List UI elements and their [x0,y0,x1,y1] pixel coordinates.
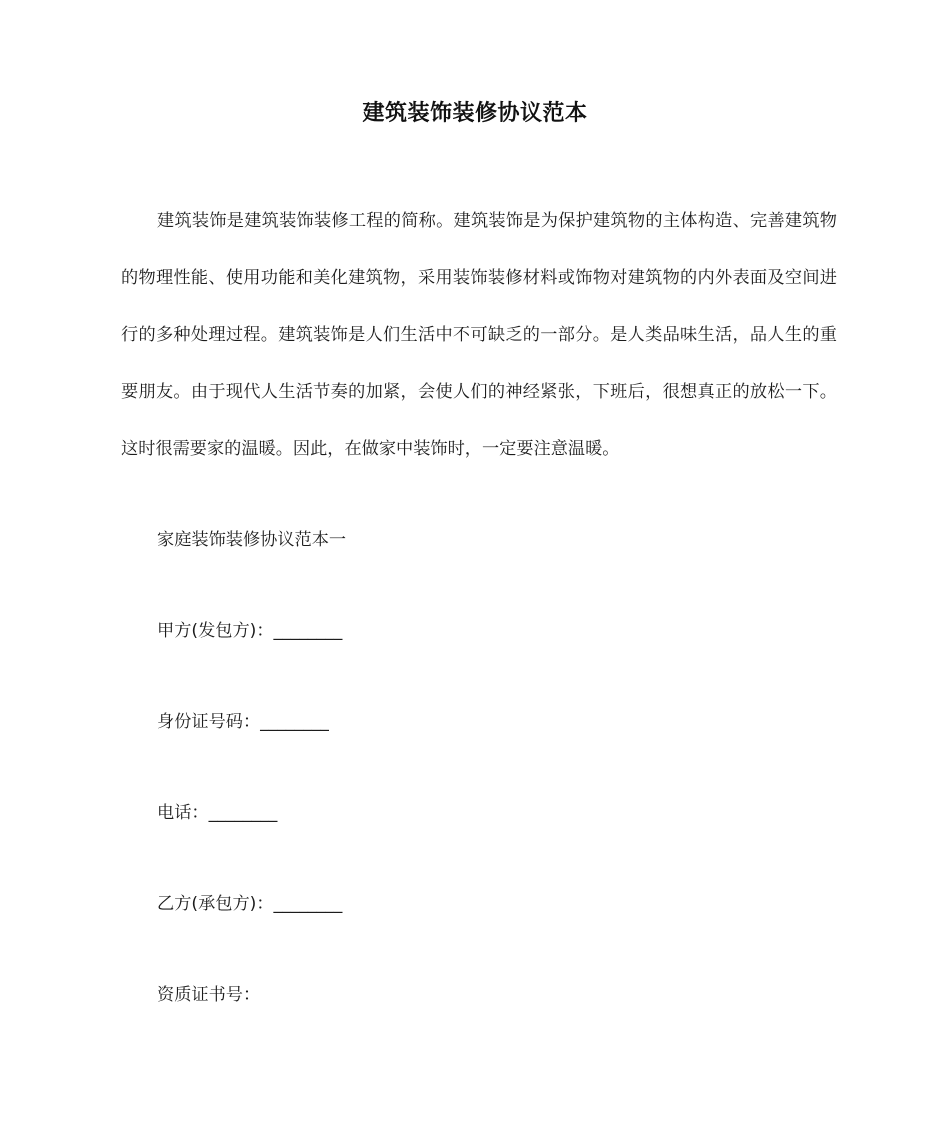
id-number-field: 身份证号码：________ [157,712,329,732]
intro-paragraph: 建筑装饰是建筑装饰装修工程的简称。建筑装饰是为保护建筑物的主体构造、完善建筑物的物理性能、使用功能和美化建筑物，采用装饰装修材料或饰物对建筑物的内外表面及空间进行的多种处理过程。建筑装饰是人们生活中不可缺乏的一部分。是人类品味生活，品人生的重要朋友。由于现代人生活节奏的加紧，会使人们的神经紧张，下班后，很想真正的放松一下。这时很需要家的温暖。因此，在做家中装饰时，一定要注意温暖。 [121,211,837,459]
document-title: 建筑装饰装修协议范本 [362,101,588,126]
party-a-field: 甲方(发包方)：________ [157,621,343,641]
qualification-cert-field: 资质证书号： [157,985,261,1005]
phone-field: 电话：________ [157,803,278,823]
party-b-field: 乙方(承包方)：________ [157,894,343,914]
agreement-subtitle: 家庭装饰装修协议范本一 [157,530,347,550]
